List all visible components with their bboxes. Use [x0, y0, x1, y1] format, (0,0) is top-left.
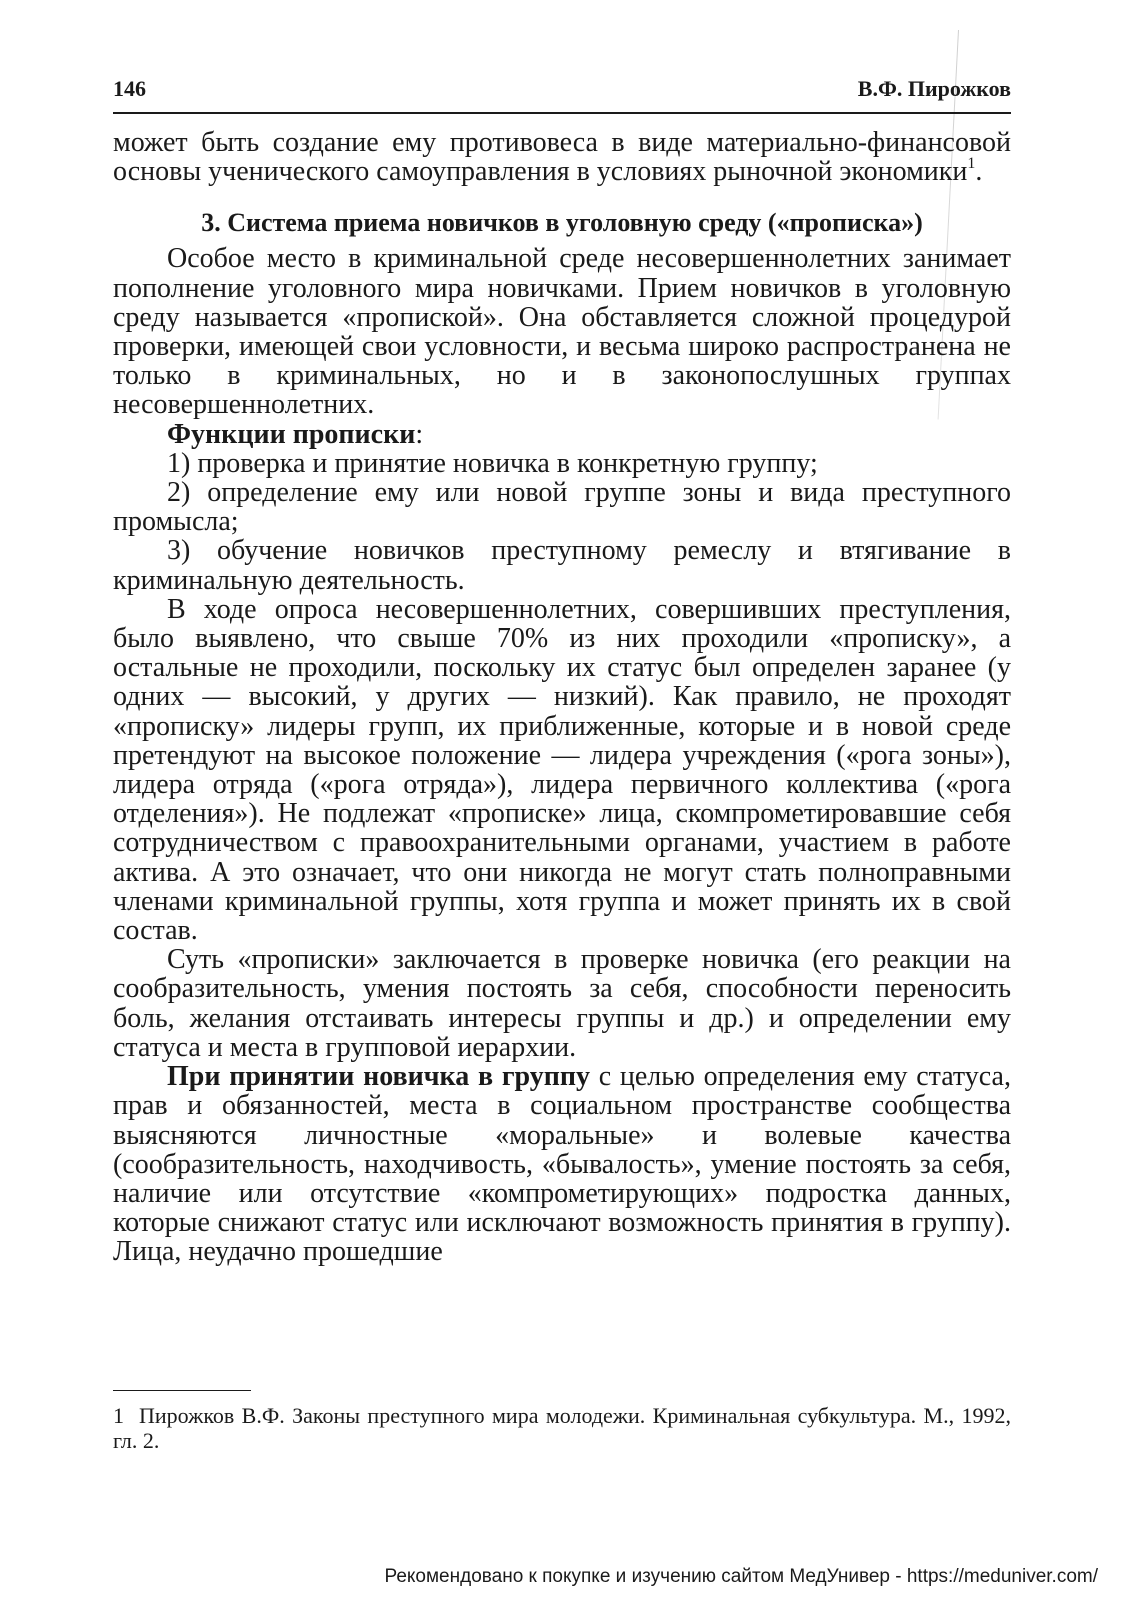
- paragraph: [113, 1062, 1011, 1266]
- footnote-text: Пирожков В.Ф. Законы преступного мира молодежи. Криминальная субкультура. М., 1992, гл. 2.: [113, 1403, 1011, 1453]
- functions-label: Функции прописки: [167, 418, 416, 450]
- paragraph-text: может быть создание ему противовеса в виде материально-финансовой основы ученического самоуправления в условиях рыночной экономики: [113, 127, 1011, 188]
- list-item: 1) проверка и принятие новичка в конкретную группу;: [167, 447, 818, 479]
- functions-colon: :: [415, 418, 424, 450]
- section-heading: 3. Система приема новичков в уголовную среду («прописка»): [201, 208, 923, 238]
- header-rule: [113, 112, 1011, 114]
- footnote-reference[interactable]: 1: [967, 154, 976, 172]
- list-item: 2) определение ему или новой группе зоны и вида преступного промысла;: [113, 477, 1011, 538]
- body-text: [113, 128, 1011, 1267]
- page-number: 146: [113, 76, 146, 101]
- paragraph: Особое место в криминальной среде несовершеннолетних занимает пополнение уголовного мира новичками. Прием новичков в уголовную среду называется «пропиской». Она обставляется сложной процедурой проверки, имеющей свои условности, и весьма широко распространена не только в криминальных, но и в законопослушных группах несовершеннолетних.: [113, 243, 1011, 421]
- footnote-mark: 1: [113, 1403, 124, 1428]
- paragraph: В ходе опроса несовершеннолетних, совершивших преступления, было выявлено, что свыше 70% из них проходили «прописку», а остальные не проходили, поскольку их статус был определен заранее (у одних — высокий, у других — низкий). Как правило, не проходят «прописку» лидеры групп, их приближенные, которые и в новой среде претендуют на высокое положение — лидера учреждения («рога зоны»), лидера отряда («рога отряда»), лидера первичного коллектива («рога отделения»). Не подлежат «прописке» лица, скомпрометировавшие себя сотрудничеством с правоохранительными органами, участием в работе актива. А это означает, что они никогда не могут стать полноправными членами криминальной группы, хотя группа и может принять их в свой состав.: [113, 593, 1011, 947]
- bold-lead-phrase: При принятии новичка в группу: [167, 1061, 590, 1093]
- footnote-rule: [113, 1390, 251, 1391]
- running-head-author: В.Ф. Пирожков: [857, 76, 1011, 101]
- paragraph-end: .: [975, 156, 983, 188]
- paragraph-continuation: [113, 128, 1011, 186]
- watermark-text[interactable]: Рекомендовано к покупке и изучению сайтом МедУнивер - https://meduniver.com/: [384, 1566, 1098, 1587]
- list-item: 3) обучение новичков преступному ремеслу и втягивание в криминальную деятельность.: [113, 535, 1011, 596]
- paragraph: Суть «прописки» заключается в проверке новичка (его реакции на сообразительность, умения постоять за себя, способности переносить боль, желания отстаивать интересы группы и др.) и определении ему статуса и места в групповой иерархии.: [113, 944, 1011, 1063]
- page-header: [113, 76, 1011, 108]
- functions-heading: [113, 420, 1011, 449]
- paragraph-text: с целью определения ему статуса, прав и обязанностей, места в социальном пространстве сообщества выясняются личностные «моральные» и волевые качества (сообразительность, находчивость, «бывалость», умение постоять за себя, наличие или отсутствие «компрометирующих» подростка данных, которые снижают статус или исключают возможность принятия в группу). Лица, неудачно прошедшие: [113, 1061, 1011, 1268]
- footnote: [113, 1403, 1011, 1453]
